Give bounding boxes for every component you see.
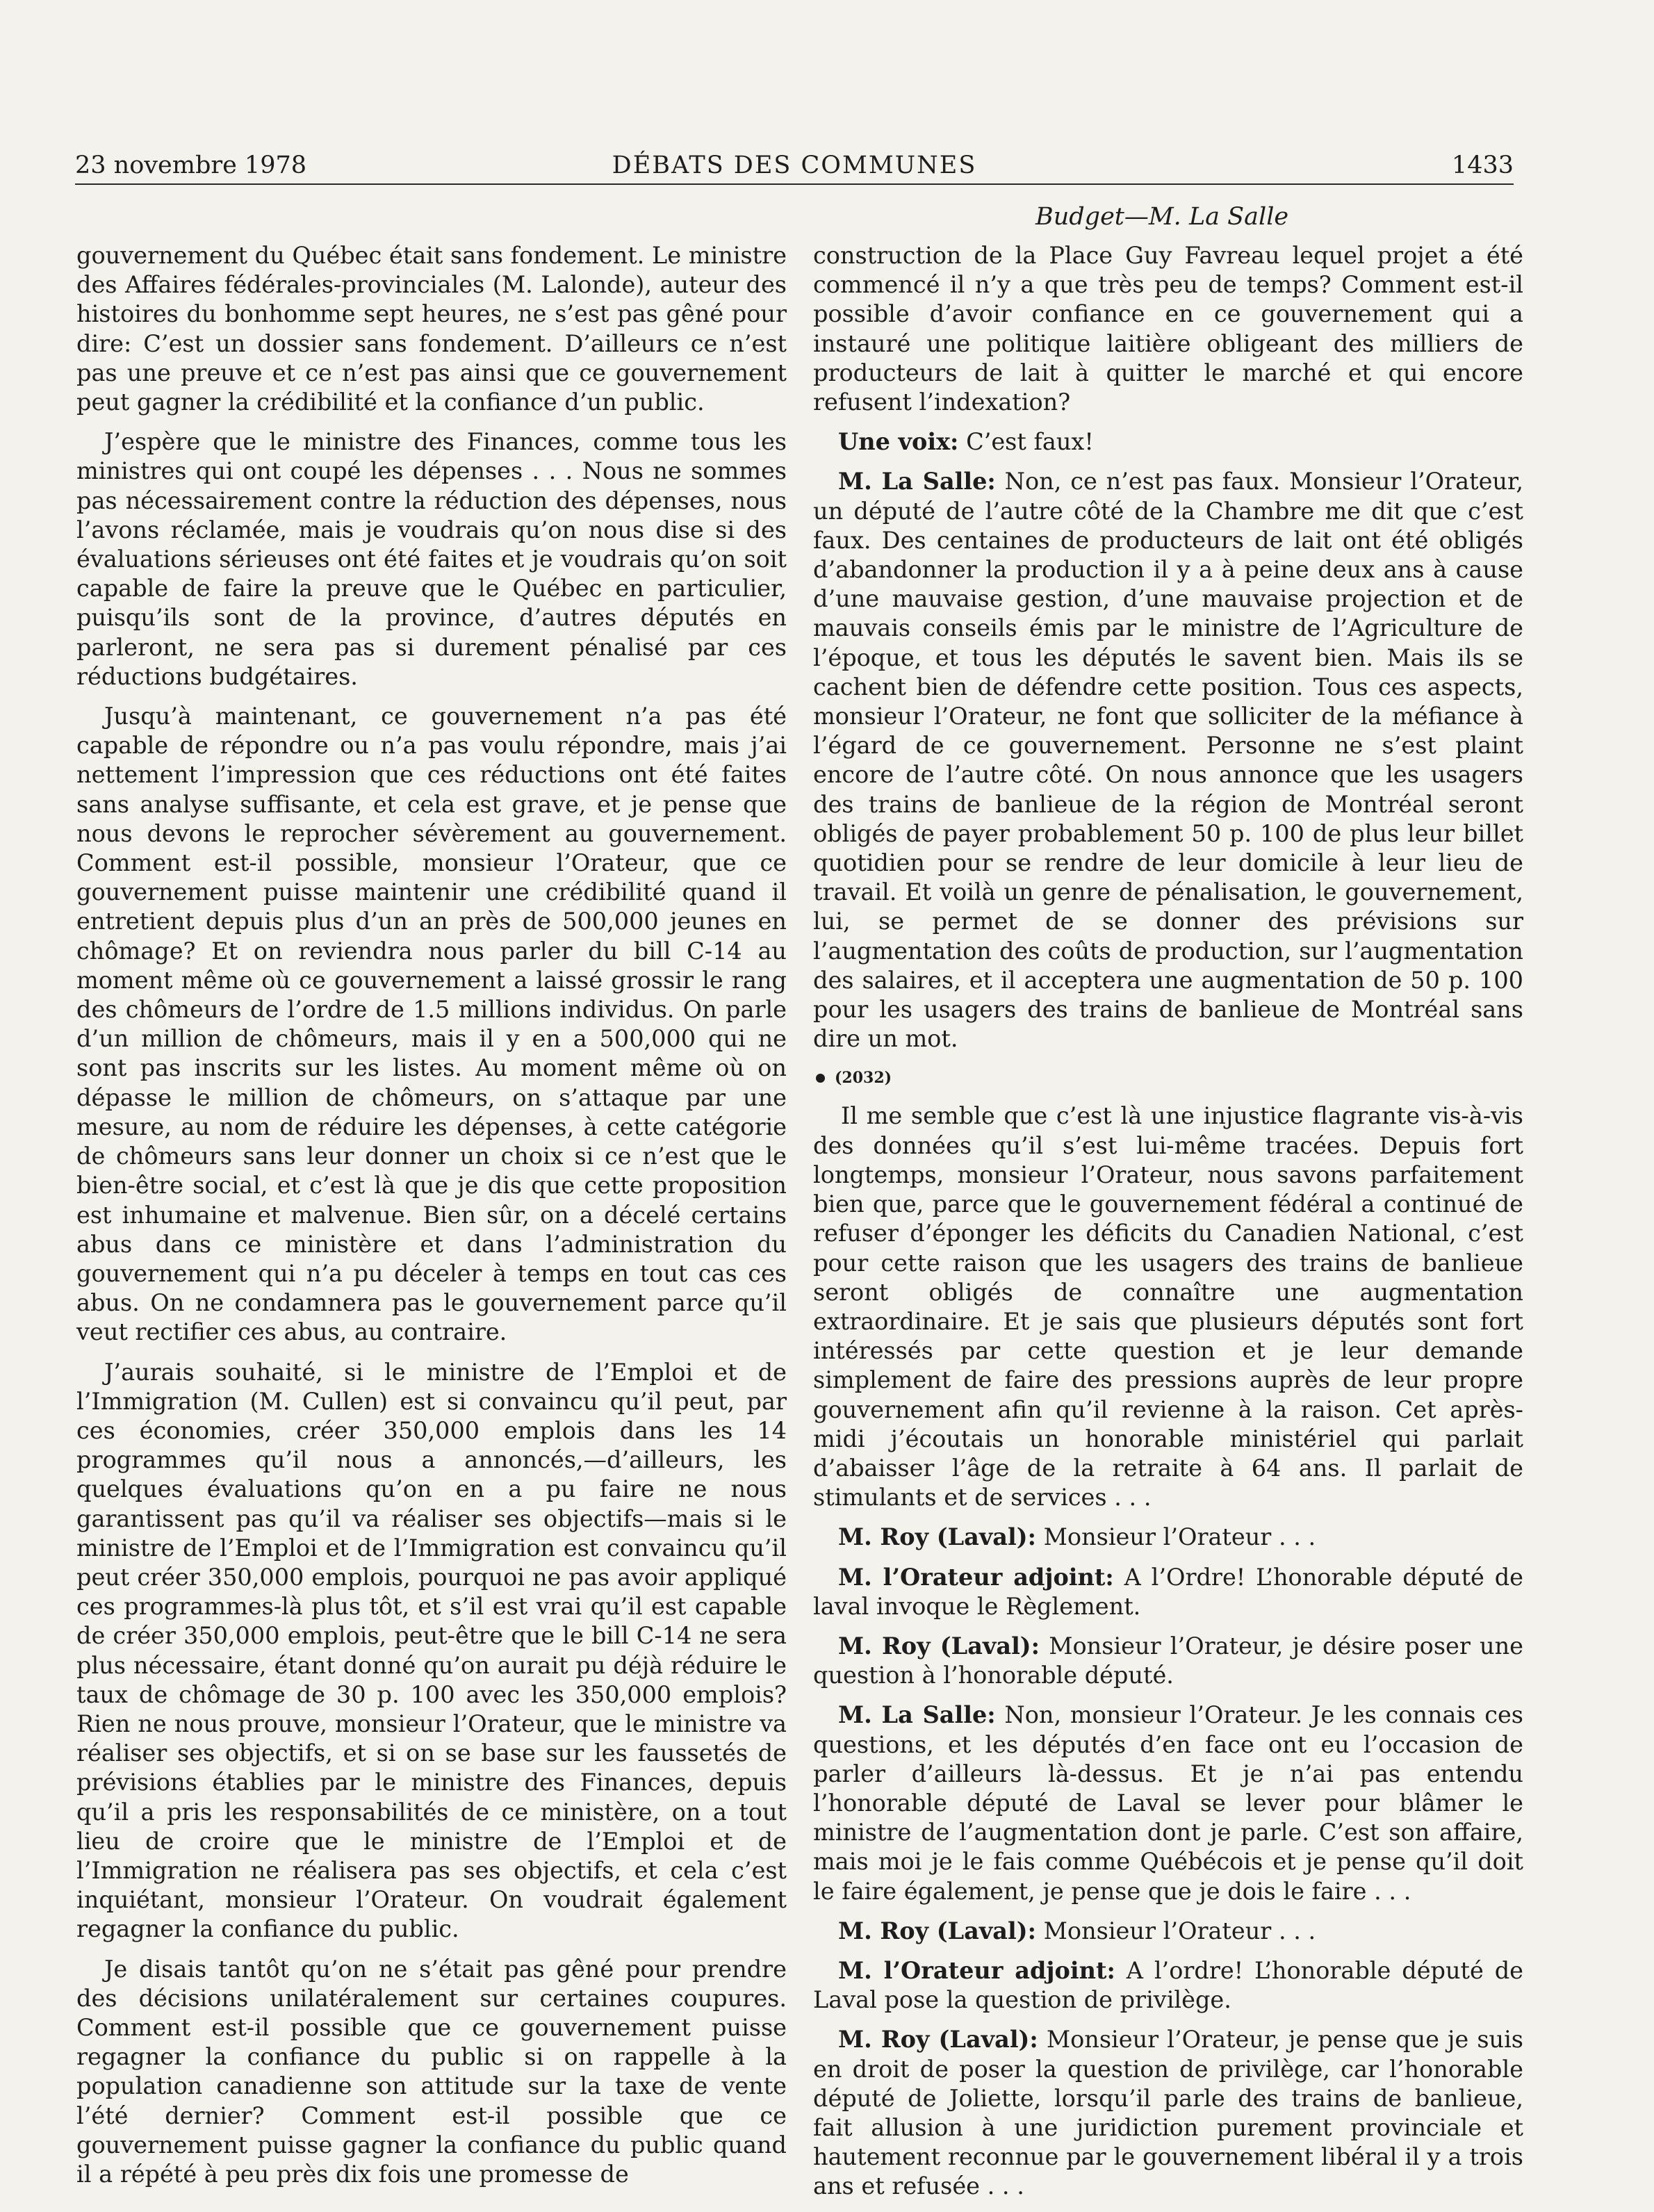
- page-number: 1433: [1451, 151, 1514, 179]
- paragraph: J’espère que le ministre des Finances, comme tous les ministres qui ont coupé les dépenses . . . Nous ne sommes pas nécessairement contre la réduction des dépenses, nous l’avons réclamée, mais je voudrais qu’on nous dise si des évaluations sérieuses ont été faites et je voudrais qu’on soit capable de faire la preuve que le Québec en particulier, puisqu’ils sont de la province, d’autres députés en parleront, ne sera pas si durement pénalisé par ces réductions budgétaires.: [76, 428, 787, 690]
- speaker-name: M. Roy (Laval):: [838, 1917, 1036, 1944]
- speaker-name: M. l’Orateur adjoint:: [838, 1563, 1114, 1591]
- speaker-name: M. l’Orateur adjoint:: [838, 1956, 1115, 1984]
- bullet-icon: [816, 1074, 825, 1083]
- speaker-name: Une voix:: [838, 428, 959, 456]
- paragraph: construction de la Place Guy Favreau lequel projet a été commencé il n’y a que très peu de temps? Comment est-il possible d’avoir confiance en ce gouvernement qui a instauré une politique laitière obligeant des milliers de producteurs de lait à quitter le marché et qui encore refusent l’indexation?: [813, 242, 1523, 416]
- paragraph: Jusqu’à maintenant, ce gouvernement n’a pas été capable de répondre ou n’a pas voulu répondre, mais j’ai nettement l’impression que ces réductions ont été faites sans analyse suffisante, et cela est grave, et je pense que nous devons le reprocher sévèrement au gouvernement. Comment est-il possible, monsieur l’Orateur, que ce gouvernement puisse maintenir une crédibilité quand il entretient depuis plus d’un an près de 500,000 jeunes en chômage? Et on reviendra nous parler du bill C-14 au moment même où ce gouvernement a laissé grossir le rang des chômeurs de l’ordre de 1.5 millions individus. On parle d’un million de chômeurs, mais il y en a 500,000 qui ne sont pas inscrits sur les listes. Au moment même où on dépasse le million de chômeurs, on s’attaque par une mesure, au nom de réduire les dépenses, à cette catégorie de chômeurs sans leur donner un choix si ce n’est que le bien-être social, et c’est là que je dis que cette proposition est inhumaine et malvenue. Bien sûr, on a décelé certains abus dans ce ministère et dans l’administration du gouvernement qui n’a pu déceler à temps en tout cas ces abus. On ne condamnera pas le gouvernement parce qu’il veut rectifier ces abus, au contraire.: [76, 703, 787, 1346]
- speaker-name: M. Roy (Laval):: [838, 1523, 1036, 1551]
- speech: [813, 1956, 1523, 2015]
- speech: [813, 467, 1523, 1054]
- speech-text: Non, monsieur l’Orateur. Je les connais ces questions, et les députés d’en face ont eu l’occasion de parler d’ailleurs là-dessus. Et je n’ai pas entendu l’honorable député de Laval se lever pour blâmer le ministre de l’augmentation dont je parle. C’est son affaire, mais moi je le fais comme Québécois et je pense qu’il doit le faire également, je pense que je dois le faire . . .: [813, 1701, 1523, 1905]
- speech-text: C’est faux!: [958, 428, 1094, 456]
- speaker-name: M. La Salle:: [838, 1701, 996, 1729]
- speech-text: Monsieur l’Orateur, je pense que je suis en droit de poser la question de privilège, car l’honorable député de Joliette, lorsqu’il parle des trains de banlieue, fait allusion à une juridiction purement provinciale et hautement reconnue par le gouvernement libéral il y a trois ans et refusée . . .: [813, 2026, 1523, 2200]
- speech-text: A l’Ordre! L’honorable député de laval invoque le Règlement.: [813, 1563, 1523, 1620]
- speaker-name: M. Roy (Laval):: [838, 2026, 1038, 2054]
- speech: [813, 1563, 1523, 1621]
- speech-text: Monsieur l’Orateur, je désire poser une question à l’honorable député.: [813, 1632, 1524, 1689]
- right-column: [813, 241, 1523, 2212]
- paragraph: Il me semble que c’est là une injustice flagrante vis-à-vis des données qu’il s’est lui-même tracées. Depuis fort longtemps, monsieur l’Orateur, nous savons parfaitement bien que, parce que le gouvernement fédéral a continué de refuser d’éponger les déficits du Canadien National, c’est pour cette raison que les usagers des trains de banlieue seront obligés de connaître une augmentation extraordinaire. Et je sais que plusieurs députés sont fort intéressés par cette question et je leur demande simplement de faire des pressions auprès de leur propre gouvernement afin qu’il revienne à la raison. Cet après-midi j’écoutais un honorable ministériel qui parlait d’abaisser l’âge de la retraite à 64 ans. Il parlait de stimulants et de services . . .: [813, 1102, 1523, 1511]
- speech-text: Non, ce n’est pas faux. Monsieur l’Orateur, un député de l’autre côté de la Chambre me dit que c’est faux. Des centaines de producteurs de lait ont été obligés d’abandonner la production il y a à peine deux ans à cause d’une mauvaise gestion, d’une mauvaise projection et de mauvais conseils émis par le ministre de l’Agriculture de l’époque, et tous les députés le savent bien. Mais ils se cachent bien de défendre cette position. Tous ces aspects, monsieur l’Orateur, ne font que solliciter de la méfiance à l’égard de ce gouvernement. Personne ne s’est plaint encore de l’autre côté. On nous annonce que les usagers des trains de banlieue de la région de Montréal seront obligés de payer probablement 50 p. 100 de plus leur billet quotidien pour se rendre de leur domicile à leur lieu de travail. Et voilà un genre de pénalisation, le gouvernement, lui, se permet de se donner des prévisions sur l’augmentation des coûts de production, sur l’augmentation des salaires, et il acceptera une augmentation de 50 p. 100 pour les usagers des trains de banlieue de Montréal sans dire un mot.: [813, 468, 1523, 1053]
- paragraph: Je disais tantôt qu’on ne s’était pas gêné pour prendre des décisions unilatéralement sur certaines coupures. Comment est-il possible que ce gouvernement puisse regagner la confiance du public si on rappelle à la population canadienne son attitude sur la taxe de vente l’été dernier? Comment est-il possible que ce gouvernement puisse gagner la confiance du public quand il a répété à peu près dix fois une promesse de: [76, 1955, 787, 2188]
- section-heading: Budget—M. La Salle: [1035, 203, 1289, 231]
- speech-text: Monsieur l’Orateur . . .: [1035, 1917, 1316, 1944]
- paragraph: J’aurais souhaité, si le ministre de l’Emploi et de l’Immigration (M. Cullen) est si convaincu qu’il peut, par ces économies, créer 350,000 emplois dans les 14 programmes qu’il nous a annoncés,—d’ailleurs, les quelques évaluations qu’on en a pu faire ne nous garantissent pas qu’il va réaliser ses objectifs—mais si le ministre de l’Emploi et de l’Immigration est convaincu qu’il peut créer 350,000 emplois, pourquoi ne pas avoir appliqué ces programmes-là plus tôt, et s’il est vrai qu’il est capable de créer 350,000 emplois, peut-être que le bill C-14 ne sera plus nécessaire, étant donné qu’on aurait pu déjà réduire le taux de chômage de 30 p. 100 avec les 350,000 emplois? Rien ne nous prouve, monsieur l’Orateur, que le ministre va réaliser ses objectifs, et si on se base sur les faussetés de prévisions établies par le ministre des Finances, depuis qu’il a pris les responsabilités de ce ministère, on a tout lieu de croire que le ministre de l’Emploi et de l’Immigration ne réalisera pas ses objectifs, et cela c’est inquiétant, monsieur l’Orateur. On voudrait également regagner la confiance du public.: [76, 1358, 787, 1943]
- speech-text: A l’ordre! L’honorable député de Laval pose la question de privilège.: [813, 1956, 1523, 2014]
- time-marker: [813, 1064, 1523, 1092]
- header-date: 23 novembre 1978: [75, 151, 306, 179]
- speech: [813, 1523, 1523, 1552]
- speech: [813, 427, 1523, 457]
- speaker-name: M. La Salle:: [838, 468, 996, 495]
- speech: [813, 2025, 1523, 2201]
- paragraph: gouvernement du Québec était sans fondement. Le ministre des Affaires fédérales-provinciales (M. Lalonde), auteur des histoires du bonhomme sept heures, ne s’est pas gêné pour dire: C’est un dossier sans fondement. D’ailleurs ce n’est pas une preuve et ce n’est pas ainsi que ce gouvernement peut gagner la crédibilité et la confiance d’un public.: [76, 242, 787, 416]
- speech: [813, 1701, 1523, 1906]
- running-header: [75, 147, 1514, 183]
- left-column: [76, 241, 787, 2199]
- speech: [813, 1917, 1523, 1946]
- header-rule: [75, 183, 1514, 185]
- header-title: DÉBATS DES COMMUNES: [612, 151, 977, 179]
- time-marker-text: (2032): [835, 1069, 892, 1088]
- speaker-name: M. Roy (Laval):: [838, 1632, 1040, 1660]
- speech-text: Monsieur l’Orateur . . .: [1035, 1523, 1316, 1551]
- speech: [813, 1632, 1523, 1690]
